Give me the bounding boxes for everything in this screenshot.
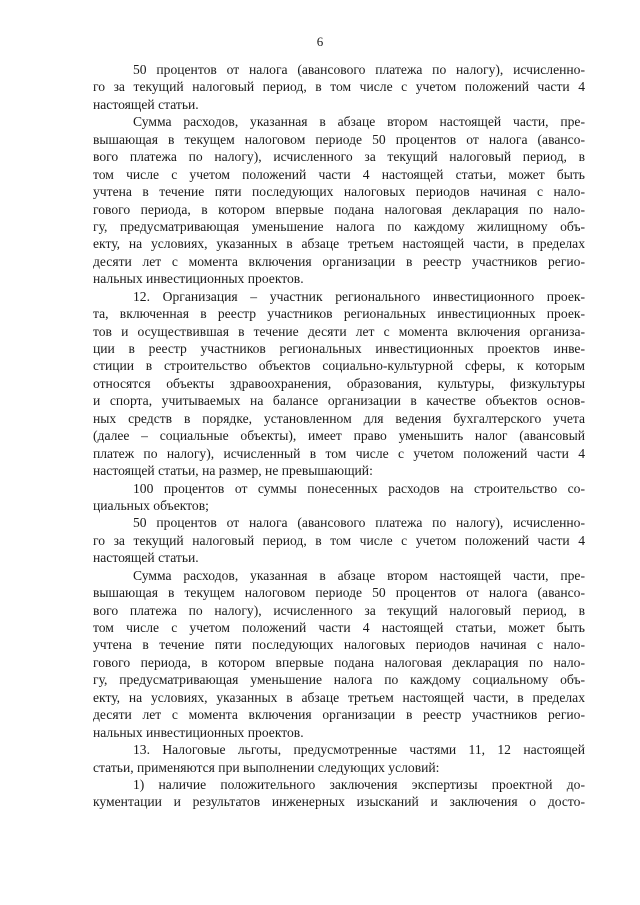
document-body [93, 61, 585, 811]
text-line: настоящей статьи, на размер, не превышающий: [93, 463, 373, 479]
text-line: го за текущий налоговый период, в том числе с учетом положений части 4 [93, 532, 585, 548]
text-line: учтена в течение пяти последующих налоговых периодов начиная с нало- [93, 184, 585, 200]
text-line: гового периода, в котором впервые подана налоговая декларация по нало- [93, 654, 585, 670]
text-line: екту, на условиях, указанных в абзаце третьем настоящей части, в пределах [93, 236, 585, 252]
text-line: 1) наличие положительного заключения экспертизы проектной до- [133, 776, 585, 792]
text-line: гового периода, в котором впервые подана налоговая декларация по нало- [93, 201, 585, 217]
text-line: том числе с учетом положений части 4 настоящей статьи, может быть [93, 166, 585, 182]
text-line: гу, предусматривающая уменьшение налога по каждому социальному объ- [93, 672, 585, 688]
text-line: нальных инвестиционных проектов. [93, 724, 304, 740]
text-line: десяти лет с момента включения организации в реестр участников регио- [93, 707, 585, 723]
text-line: том числе с учетом положений части 4 настоящей статьи, может быть [93, 620, 585, 635]
text-line: 100 процентов от суммы понесенных расходов на строительство со- [133, 480, 585, 496]
page-number: 6 [316, 34, 324, 49]
text-line: вого платежа по налогу), исчисленного за текущий налоговый период, в [93, 149, 585, 165]
text-line: кументации и результатов инженерных изысканий и заключения о досто- [93, 794, 585, 810]
text-line: Сумма расходов, указанная в абзаце втором настоящей части, пре- [133, 567, 585, 583]
text-line: вышающая в текущем налоговом периоде 50 процентов от налога (авансо- [93, 585, 585, 601]
text-line: десяти лет с момента включения организации в реестр участников регио- [93, 253, 585, 269]
text-line: относятся объекты здравоохранения, образования, культуры, физкультуры [93, 375, 585, 391]
text-line: 50 процентов от налога (авансового платежа по налогу), исчисленно- [133, 62, 585, 77]
text-line: стиции в строительство объектов социально-культурной сферы, к которым [93, 358, 585, 374]
text-line: статьи, применяются при выполнении следующих условий: [93, 759, 440, 775]
text-line: гу, предусматривающая уменьшение налога по каждому жилищному объ- [93, 218, 585, 234]
text-line: ных средств в порядке, установленном для ведения бухгалтерского учета [93, 410, 585, 426]
text-line: та, включенная в реестр участников региональных инвестиционных проек- [93, 306, 585, 322]
text-line: 50 процентов от налога (авансового платежа по налогу), исчисленно- [133, 515, 585, 531]
text-line: учтена в течение пяти последующих налоговых периодов начиная с нало- [93, 637, 585, 653]
text-line: настоящей статьи. [93, 550, 199, 566]
text-lines [93, 61, 585, 811]
text-line: 12. Организация – участник регионального инвестиционного проек- [133, 288, 585, 304]
text-line: ции в реестр участников региональных инвестиционных проектов инве- [93, 341, 585, 356]
text-line: циальных объектов; [93, 497, 209, 513]
text-line: го за текущий налоговый период, в том числе с учетом положений части 4 [93, 79, 585, 95]
text-line: вого платежа по налогу), исчисленного за текущий налоговый период, в [93, 602, 585, 618]
text-line: Сумма расходов, указанная в абзаце втором настоящей части, пре- [133, 114, 585, 130]
text-line: настоящей статьи. [93, 96, 199, 112]
text-line: и спорта, учитываемых на балансе организации в качестве объектов основ- [93, 393, 585, 409]
text-line: екту, на условиях, указанных в абзаце третьем настоящей части, в пределах [93, 689, 585, 705]
text-line: (далее – социальные объекты), имеет право уменьшить налог (авансовый [93, 428, 585, 444]
text-line: 13. Налоговые льготы, предусмотренные частями 11, 12 настоящей [133, 742, 585, 758]
text-line: нальных инвестиционных проектов. [93, 271, 304, 287]
text-line: тов и осуществившая в течение десяти лет с момента включения организа- [93, 323, 585, 339]
text-line: платеж по налогу), исчисленный в том числе с учетом положений части 4 [93, 445, 585, 461]
text-line: вышающая в текущем налоговом периоде 50 процентов от налога (авансо- [93, 131, 585, 147]
